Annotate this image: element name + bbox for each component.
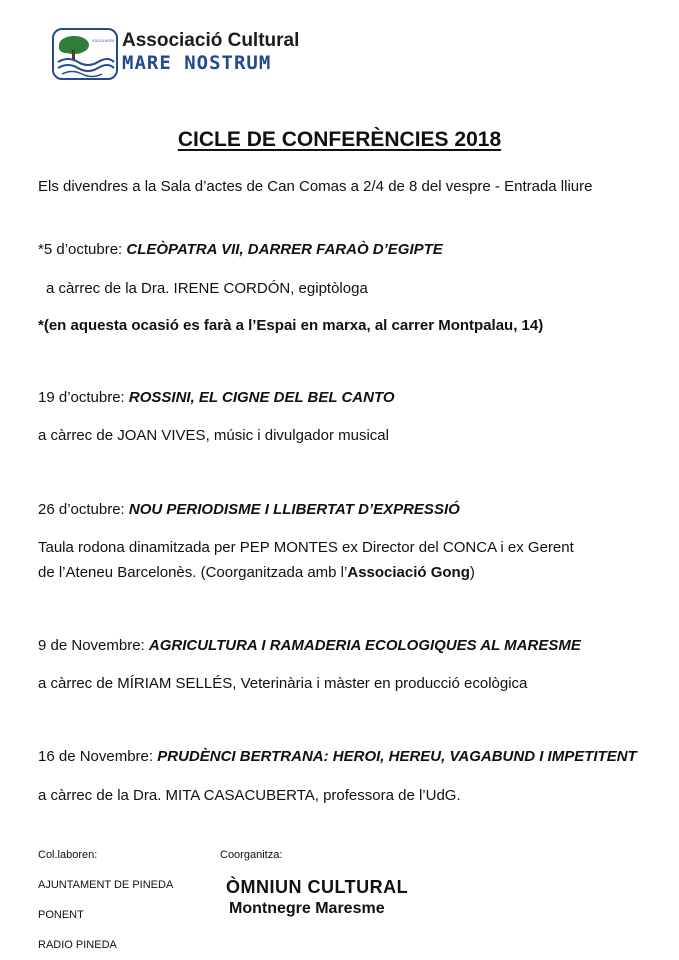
event-topic: PRUDÈNCI BERTRANA: HEROI, HEREU, VAGABUND I IMPETITENT — [157, 748, 637, 765]
coorganizer-subname: Montnegre Maresme — [229, 900, 385, 917]
event-date: 19 d’octubre: — [38, 389, 129, 406]
logo-small-text: ASSOCIACIÓ CULTURAL MARE NOSTRUM — [92, 38, 114, 43]
collaborator-item: RADIO PINEDA — [38, 939, 117, 951]
org-name: Associació Cultural — [122, 30, 300, 51]
intro-text: Els divendres a la Sala d’actes de Can Comas a 2/4 de 8 del vespre - Entrada lliure — [38, 178, 593, 195]
page-title: CICLE DE CONFERÈNCIES 2018 — [177, 128, 502, 151]
event-note: *(en aquesta ocasió es farà a l’Espai en marxa, al carrer Montpalau, 14) — [38, 317, 544, 334]
partner-name: Associació Gong — [347, 564, 470, 581]
collaborator-item: AJUNTAMENT DE PINEDA — [38, 879, 174, 891]
speaker-text: de l’Ateneu Barcelonès. (Coorganitzada amb l’ — [38, 564, 348, 581]
event-date: 9 de Novembre: — [38, 637, 149, 654]
speaker-text-end: ) — [469, 564, 475, 581]
event-heading — [38, 748, 637, 766]
event-topic: CLEÒPATRA VII, DARRER FARAÒ D’EGIPTE — [126, 241, 443, 258]
event-speaker: a càrrec de la Dra. MITA CASACUBERTA, professora de l’UdG. — [38, 787, 461, 804]
event-speaker: a càrrec de la Dra. IRENE CORDÓN, egiptòloga — [46, 280, 368, 297]
event-topic: NOU PERIODISME I LLIBERTAT D’EXPRESSIÓ — [128, 501, 460, 518]
event-topic: AGRICULTURA I RAMADERIA ECOLOGIQUES AL MARESME — [148, 637, 581, 654]
event-heading — [38, 637, 581, 655]
event-topic: ROSSINI, EL CIGNE DEL BEL CANTO — [128, 389, 395, 406]
event-heading — [38, 241, 443, 259]
event-date: 16 de Novembre: — [38, 748, 158, 765]
org-subname: MARE NOSTRUM — [122, 52, 272, 74]
mare-nostrum-logo-icon — [52, 28, 118, 80]
event-date: *5 d’octubre: — [38, 241, 127, 258]
event-speaker: a càrrec de MÍRIAM SELLÉS, Veterinària i màster en producció ecològica — [38, 675, 528, 692]
collaborator-item: PONENT — [38, 909, 84, 921]
event-heading — [38, 389, 395, 407]
coorganizer-label: Coorganitza: — [220, 849, 283, 861]
collaborators-label: Col.laboren: — [38, 849, 98, 861]
event-heading — [38, 501, 460, 519]
event-speaker-line2 — [38, 564, 475, 582]
event-speaker: a càrrec de JOAN VIVES, músic i divulgador musical — [38, 427, 389, 444]
event-date: 26 d’octubre: — [38, 501, 129, 518]
coorganizer-name: ÒMNIUN CULTURAL — [226, 877, 409, 897]
event-speaker: Taula rodona dinamitzada per PEP MONTES ex Director del CONCA i ex Gerent — [38, 539, 574, 556]
